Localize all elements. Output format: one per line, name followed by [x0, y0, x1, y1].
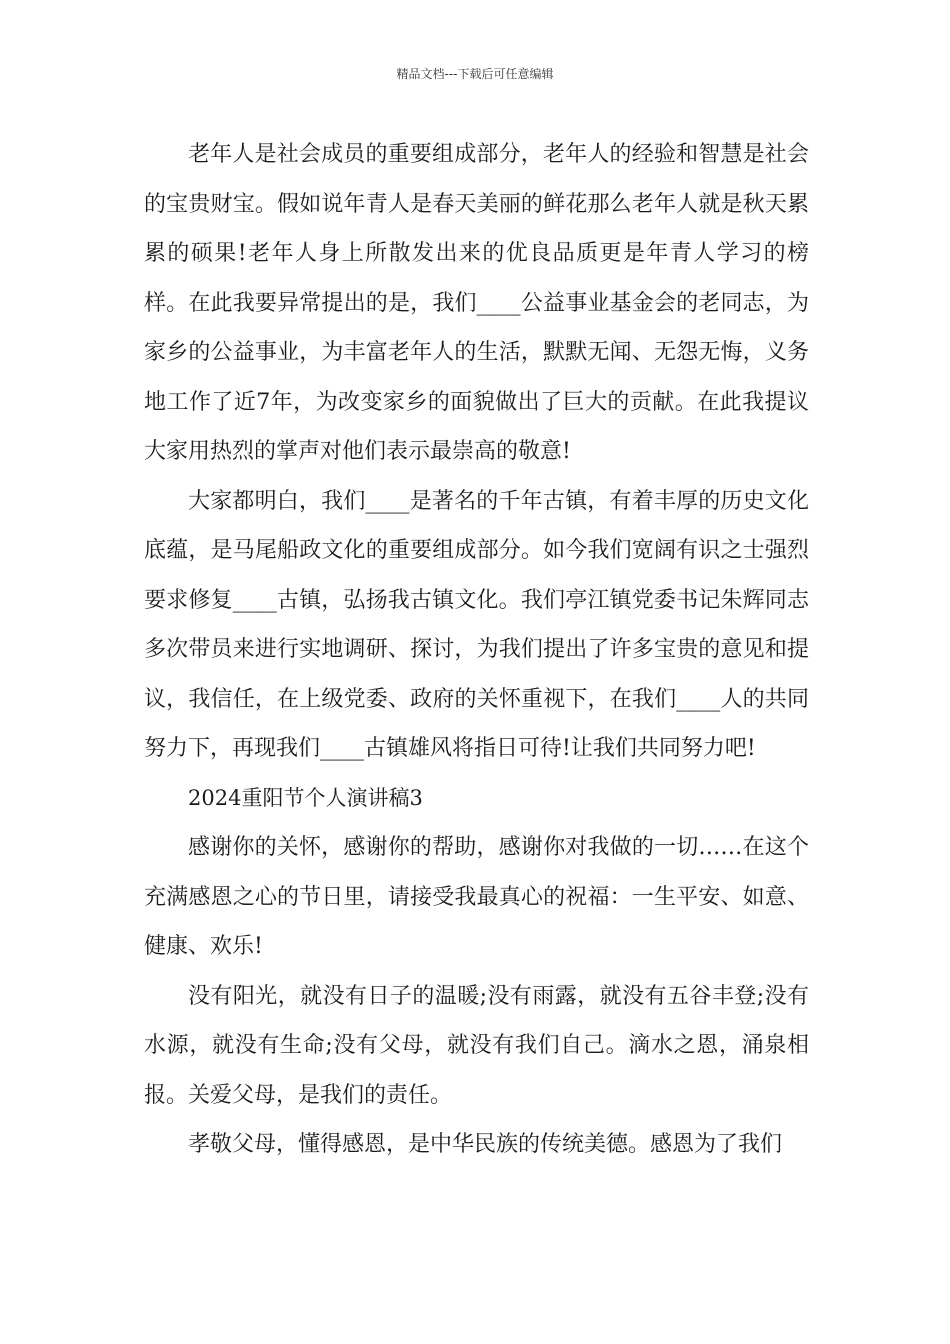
page-header: 精品文档---下载后可任意编辑: [396, 67, 554, 81]
paragraph-elderly-contribution: 老年人是社会成员的重要组成部分，老年人的经验和智慧是社会的宝贵财宝。假如说年青人是春天美丽的鲜花那么老年人就是秋天累累的硕果!老年人身上所散发出来的优良品质更是年青人学习的榜样。在此我要异常提出的是，我们____公益事业基金会的老同志，为家乡的公益事业，为丰富老年人的生活，默默无闻、无怨无悔，义务地工作了近7年，为改变家乡的面貌做出了巨大的贡献。在此我提议大家用热烈的掌声对他们表示最崇高的敬意!: [144, 142, 809, 464]
section-heading: 2024重阳节个人演讲稿3: [188, 785, 423, 810]
paragraph-ancient-town: 大家都明白，我们____是著名的千年古镇，有着丰厚的历史文化底蕴，是马尾船政文化的重要组成部分。如今我们宽阔有识之士强烈要求修复____古镇，弘扬我古镇文化。我们亭江镇党委书记朱辉同志多次带员来进行实地调研、探讨，为我们提出了许多宝贵的意见和提议，我信任，在上级党委、政府的关怀重视下，在我们____人的共同努力下，再现我们____古镇雄风将指日可待!让我们共同努力吧!: [144, 488, 809, 761]
paragraph-gratitude: 感谢你的关怀，感谢你的帮助，感谢你对我做的一切……在这个充满感恩之心的节日里，请接受我最真心的祝福：一生平安、如意、健康、欢乐!: [144, 835, 809, 959]
document-body: [144, 130, 809, 1170]
paragraph-filial-piety: 孝敬父母，懂得感恩，是中华民族的传统美德。感恩为了我们: [188, 1132, 783, 1157]
paragraph-parents: 没有阳光，就没有日子的温暖;没有雨露，就没有五谷丰登;没有水源，就没有生命;没有父母，就没有我们自己。滴水之恩，涌泉相报。关爱父母，是我们的责任。: [144, 983, 809, 1108]
